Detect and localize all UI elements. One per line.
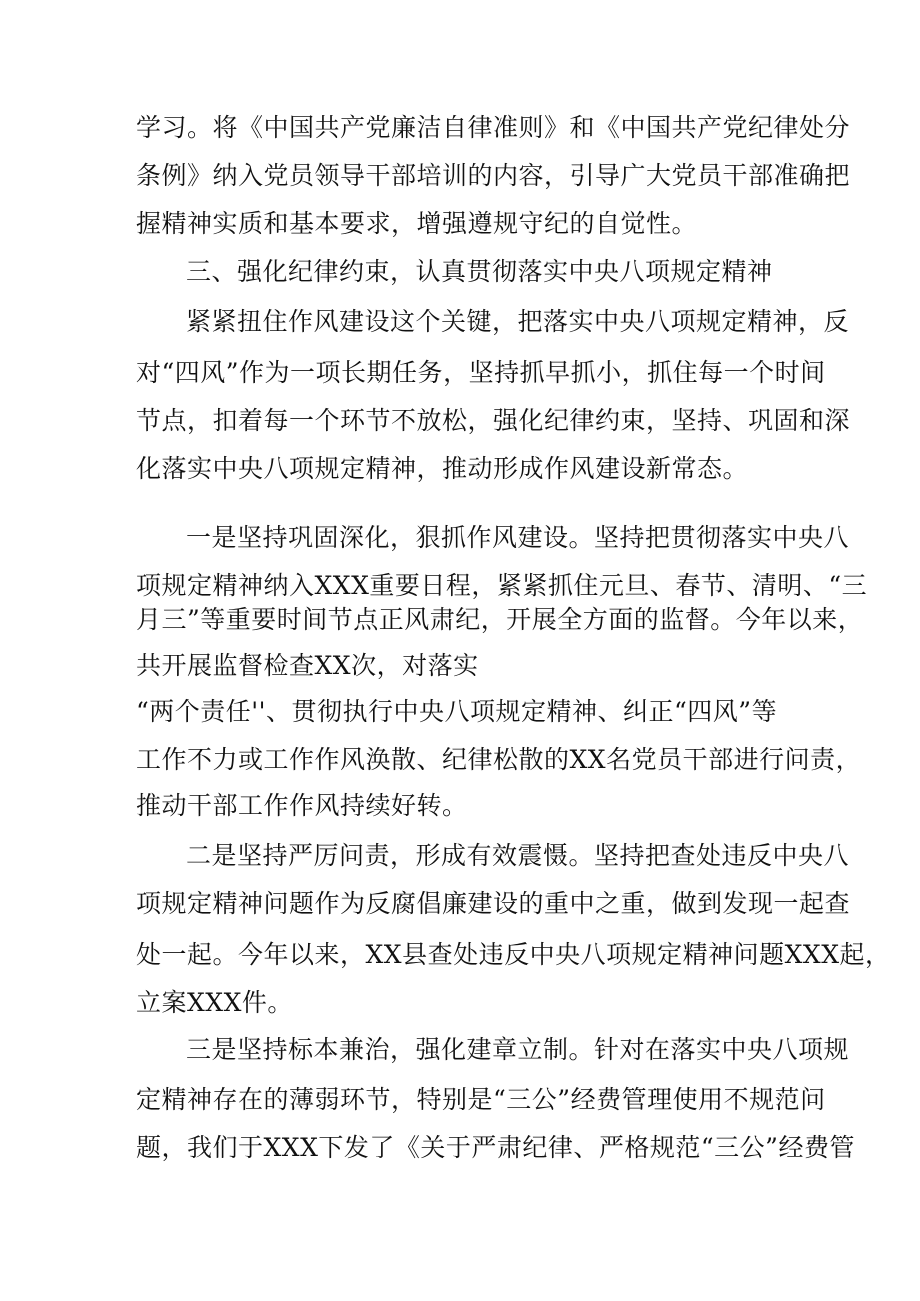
section-heading: 三、强化纪律约束，认真贯彻落实中央八项规定精神 [186, 257, 773, 286]
text-line: 对“四风”作为一项长期任务，坚持抓早抓小，抓住每一个时间 [136, 358, 826, 387]
text-line: 紧紧扭住作风建设这个关键，把落实中央八项规定精神，反 [186, 307, 850, 336]
text-line: 三是坚持标本兼治，强化建章立制。针对在落实中央八项规 [186, 1035, 850, 1064]
text-line: 处一起。今年以来，XX县查处违反中央八项规定精神问题XXX起， [136, 940, 891, 969]
text-line: 月三”等重要时间节点正风肃纪，开展全方面的监督。今年以来， [136, 605, 864, 634]
text-line: “两个责任''、贯彻执行中央八项规定精神、纠正“四风”等 [136, 697, 778, 726]
text-line: 一是坚持巩固深化，狠抓作风建设。坚持把贯彻落实中央八 [186, 523, 850, 552]
text-line: 条例》纳入党员领导干部培训的内容，引导广大党员干部准确把 [136, 161, 851, 190]
text-line: 化落实中央八项规定精神，推动形成作风建设新常态。 [136, 454, 749, 483]
text-line: 节点，扣着每一个环节不放松，强化纪律约束，坚持、巩固和深 [136, 406, 851, 435]
text-line: 学习。将《中国共产党廉洁自律准则》和《中国共产党纪律处分 [136, 113, 851, 142]
text-line: 定精神存在的薄弱环节，特别是“三公”经费管理使用不规范问 [136, 1085, 826, 1114]
text-line: 二是坚持严厉问责，形成有效震慑。坚持把查处违反中央八 [186, 841, 850, 870]
text-line: 题，我们于XXX下发了《关于严肃纪律、严格规范“三公”经费管 [136, 1133, 855, 1162]
text-line: 项规定精神纳入XXX重要日程，紧紧抓住元旦、春节、清明、“三 [136, 571, 868, 600]
text-line: 握精神实质和基本要求，增强遵规守纪的自觉性。 [136, 209, 698, 238]
text-line: 推动干部工作作风持续好转。 [136, 791, 468, 820]
text-line: 工作不力或工作作风涣散、纪律松散的XX名党员干部进行问责， [136, 745, 862, 774]
text-line: 立案XXX件。 [136, 988, 293, 1017]
text-line: 共开展监督检查XX次，对落实 [136, 651, 479, 680]
text-line: 项规定精神问题作为反腐倡廉建设的重中之重，做到发现一起查 [136, 889, 851, 918]
